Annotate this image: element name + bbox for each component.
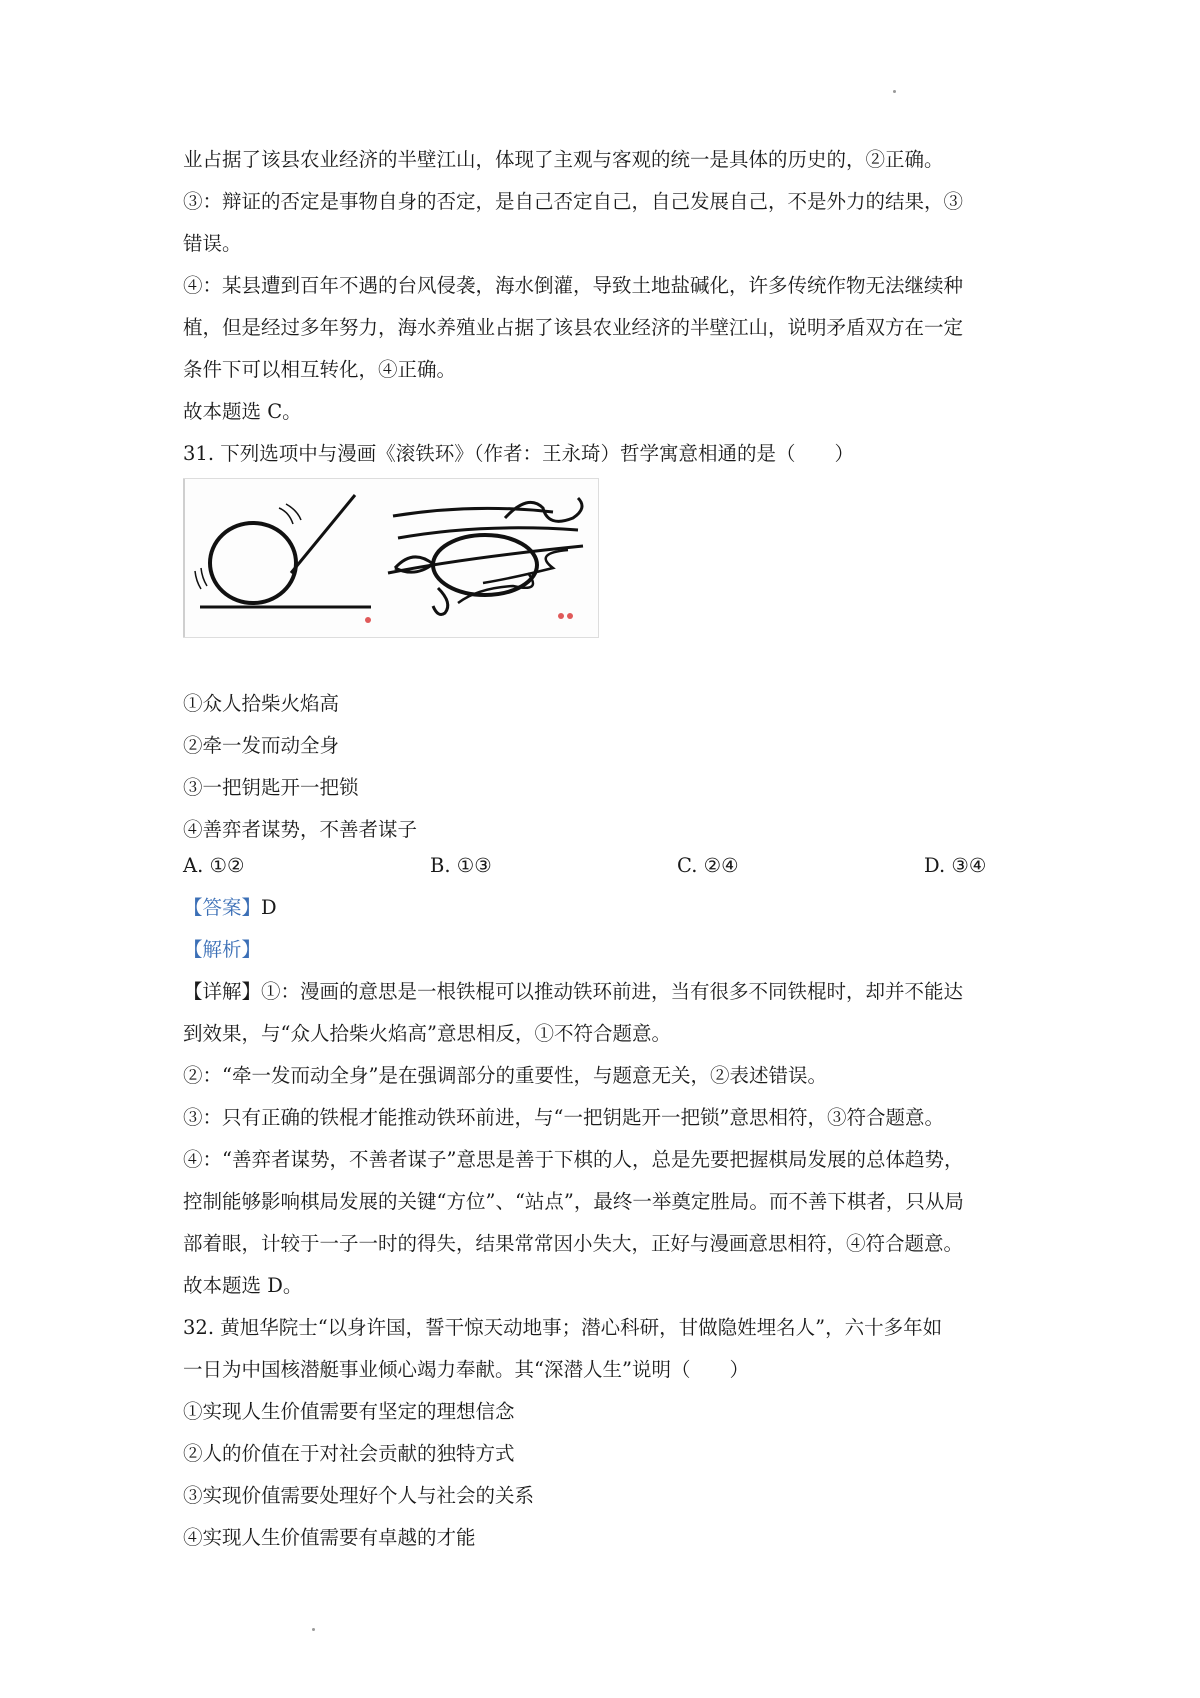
answer-value: D [261,896,277,919]
detail-line: ②：“牵一发而动全身”是在强调部分的重要性，与题意无关，②表述错误。 [183,1064,827,1087]
red-dot-icon [558,613,564,619]
option-c: C. ②④ [677,854,739,877]
q32-stem: 32. 黄旭华院士“以身许国，誓干惊天动地事；潜心科研，甘做隐姓埋名人”，六十多年如 [183,1316,943,1339]
detail-line: 到效果，与“众人拾柴火焰高”意思相反，①不符合题意。 [183,1022,671,1045]
detail-line: 控制能够影响棋局发展的关键“方位”、“站点”，最终一举奠定胜局。而不善下棋者，只从局 [183,1190,964,1213]
option-d: D. ③④ [924,854,987,877]
q31-conclusion: 故本题选 D。 [183,1274,303,1297]
prev-explanation-line: 业占据了该县农业经济的半壁江山，体现了主观与客观的统一是具体的历史的，②正确。 [183,148,944,171]
option-a: A. ①② [183,854,245,877]
detail-line: ④：“善弈者谋势，不善者谋子”意思是善于下棋的人，总是先要把握棋局发展的总体趋势， [183,1148,964,1171]
prev-explanation-line: 条件下可以相互转化，④正确。 [183,358,457,381]
answer-line [183,895,277,921]
analysis-tag: 【解析】 [183,938,262,961]
prev-explanation-line: 植，但是经过多年努力，海水养殖业占据了该县农业经济的半壁江山，说明矛盾双方在一定 [183,316,964,339]
detail-line: ③：只有正确的铁棍才能推动铁环前进，与“一把钥匙开一把锁”意思相符，③符合题意。 [183,1106,944,1129]
q31-item: ②牵一发而动全身 [183,734,340,757]
q31-item: ③一把钥匙开一把锁 [183,776,359,799]
detail-line [183,979,963,1005]
answer-tag: 【答案】 [183,896,262,919]
rolling-hoop-cartoon [183,478,599,638]
prev-explanation-line: 错误。 [183,232,242,255]
q32-stem: 一日为中国核潜艇事业倾心竭力奉献。其“深潜人生”说明（ ） [183,1358,749,1381]
q31-item: ①众人拾柴火焰高 [183,692,340,715]
prev-explanation-line: ③：辩证的否定是事物自身的否定，是自己否定自己，自己发展自己，不是外力的结果，③ [183,190,964,213]
detail-tag: 【详解】 [183,980,262,1003]
red-dot-icon [567,613,573,619]
q32-item: ④实现人生价值需要有卓越的才能 [183,1526,476,1549]
detail-text: ①：漫画的意思是一根铁棍可以推动铁环前进，当有很多不同铁棍时，却并不能达 [261,980,964,1003]
q32-item: ①实现人生价值需要有坚定的理想信念 [183,1400,515,1423]
q31-item: ④善弈者谋势，不善者谋子 [183,818,418,841]
prev-conclusion: 故本题选 C。 [183,400,302,423]
scan-speck [312,1628,315,1631]
option-b: B. ①③ [430,854,492,877]
prev-explanation-line: ④：某县遭到百年不遇的台风侵袭，海水倒灌，导致土地盐碱化，许多传统作物无法继续种 [183,274,964,297]
q31-stem: 31. 下列选项中与漫画《滚铁环》（作者：王永琦）哲学寓意相通的是（ ） [183,442,854,465]
scan-speck [893,90,896,93]
q32-item: ③实现价值需要处理好个人与社会的关系 [183,1484,535,1507]
detail-line: 部着眼，计较于一子一时的得失，结果常常因小失大，正好与漫画意思相符，④符合题意。 [183,1232,964,1255]
q32-item: ②人的价值在于对社会贡献的独特方式 [183,1442,515,1465]
red-dot-icon [365,617,371,623]
